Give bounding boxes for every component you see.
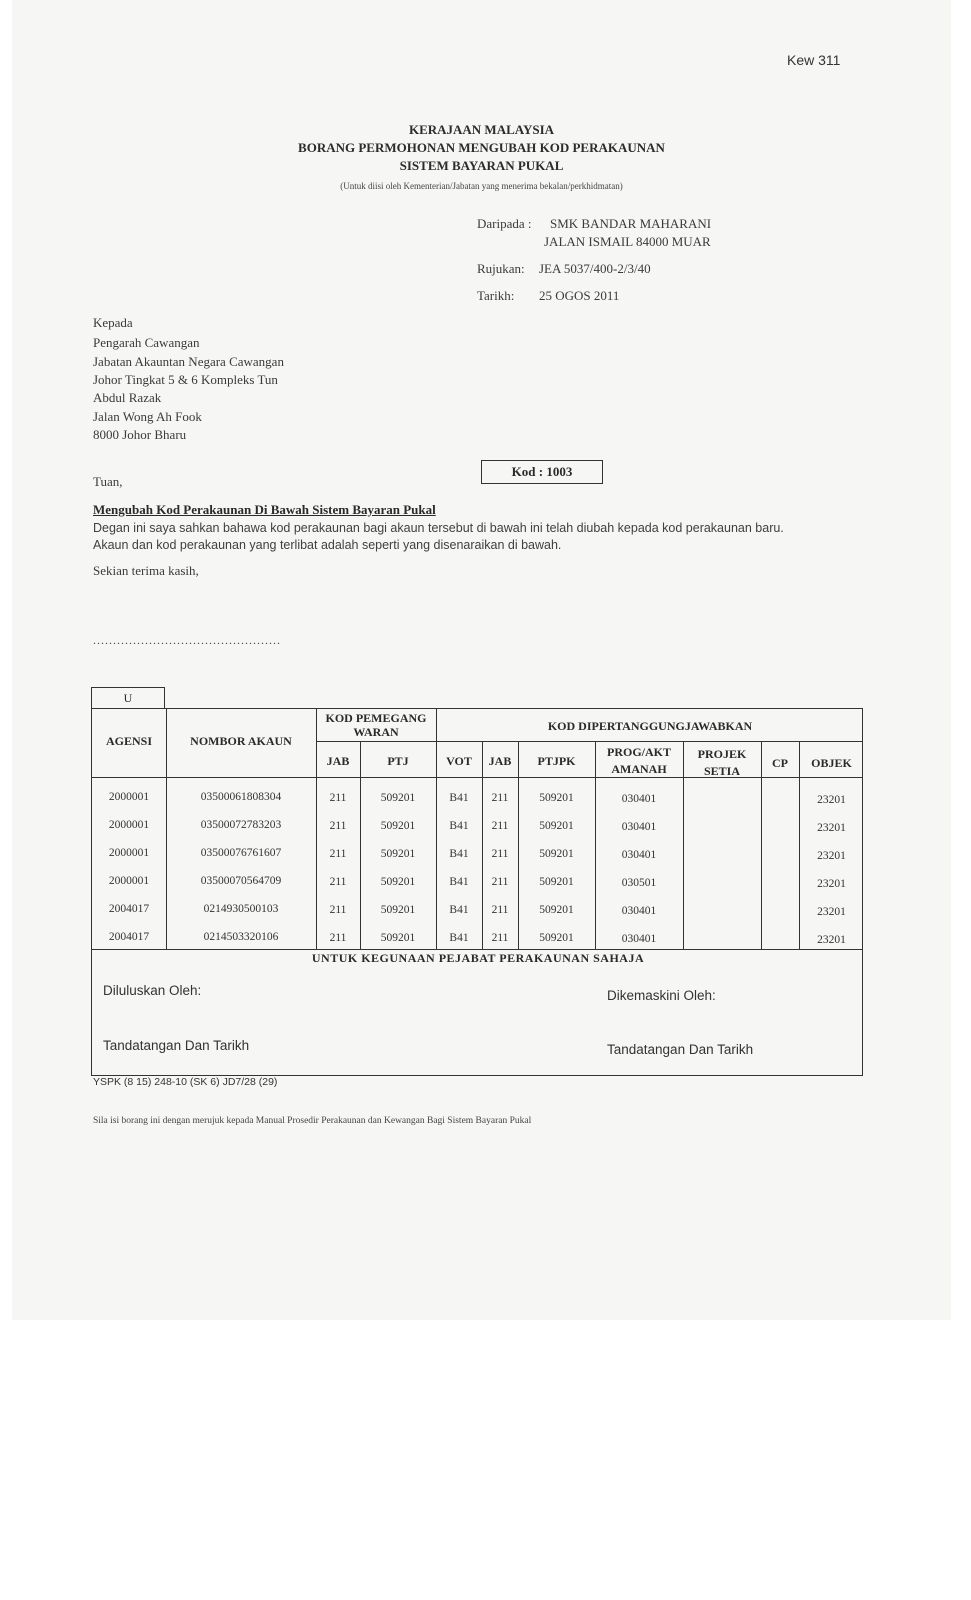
cell-vot: B41 — [449, 820, 469, 832]
from-line-2: JALAN ISMAIL 84000 MUAR — [544, 234, 711, 249]
from-label: Daripada : — [477, 216, 532, 231]
col-divider — [482, 741, 483, 949]
col-header-ptjpk: PTJPK — [537, 754, 576, 768]
col-header-waran: WARAN — [353, 725, 399, 739]
cell-jab: 211 — [329, 792, 347, 804]
footer-note: Sila isi borang ini dengan merujuk kepada Manual Prosedir Perakaunan dan Kewangan Bagi Sistem Bayaran Pukal — [93, 1116, 532, 1126]
cell-jab2: 211 — [491, 904, 509, 916]
cell-ptj: 509201 — [380, 876, 416, 888]
cell-jab: 211 — [329, 904, 347, 916]
date-value: 25 OGOS 2011 — [539, 288, 620, 303]
cell-jab: 211 — [329, 820, 347, 832]
cell-vot: B41 — [449, 848, 469, 860]
col-header-amanah: AMANAH — [611, 762, 667, 776]
corner-box: U — [91, 687, 165, 709]
recipient-line: Jabatan Akauntan Negara Cawangan — [93, 354, 284, 369]
cell-objek: 23201 — [817, 794, 846, 806]
cell-objek: 23201 — [817, 822, 846, 834]
col-header-ptj: PTJ — [387, 754, 409, 768]
col-header-agensi: AGENSI — [105, 734, 152, 748]
print-code: YSPK (8 15) 248-10 (SK 6) JD7/28 (29) — [93, 1076, 278, 1088]
cell-ptjpk: 509201 — [539, 876, 574, 888]
cell-ptj: 509201 — [380, 932, 416, 944]
ref-label: Rujukan: — [477, 261, 525, 276]
header-note: (Untuk diisi oleh Kementerian/Jabatan yang menerima bekalan/perkhidmatan) — [340, 181, 623, 191]
col-divider — [360, 741, 361, 949]
recipient-line: Kepada — [93, 315, 133, 330]
cell-akaun: 0214503320106 — [203, 931, 279, 943]
cell-ptj: 509201 — [380, 820, 416, 832]
cell-prog: 030401 — [621, 905, 657, 917]
col-header-kod-pemegang: KOD PEMEGANG — [325, 711, 427, 725]
signature-date-right: Tandatangan Dan Tarikh — [607, 1042, 754, 1057]
rows-bottom-line — [92, 949, 862, 950]
cell-agensi: 2000001 — [108, 819, 150, 831]
header-line-2: BORANG PERMOHONAN MENGUBAH KOD PERAKAUNAN — [298, 140, 665, 155]
signature-date-left: Tandatangan Dan Tarikh — [103, 1038, 250, 1053]
cell-ptjpk: 509201 — [539, 932, 574, 944]
cell-agensi: 2000001 — [108, 875, 150, 887]
cell-jab2: 211 — [491, 932, 509, 944]
cell-jab2: 211 — [491, 820, 509, 832]
cell-jab2: 211 — [491, 792, 509, 804]
cell-vot: B41 — [449, 876, 469, 888]
col-divider — [518, 741, 519, 949]
cell-vot: B41 — [449, 792, 469, 804]
cell-ptjpk: 509201 — [539, 848, 574, 860]
recipient-line: Abdul Razak — [93, 390, 162, 405]
cell-agensi: 2000001 — [108, 847, 150, 859]
col-header-setia: SETIA — [703, 764, 741, 778]
cell-akaun: 03500076761607 — [200, 847, 282, 859]
body-paragraph-1: Degan ini saya sahkan bahawa kod perakaunan bagi akaun tersebut di bawah ini telah diubah kepada kod perakaunan baru. — [93, 521, 784, 535]
cell-objek: 23201 — [817, 906, 846, 918]
approved-by-label: Diluluskan Oleh: — [103, 983, 202, 998]
cell-ptjpk: 509201 — [539, 820, 574, 832]
cell-jab: 211 — [329, 932, 347, 944]
col-header-projek: PROJEK — [697, 747, 747, 761]
recipient-line: Johor Tingkat 5 & 6 Kompleks Tun — [93, 372, 278, 387]
header-line-1: KERAJAAN MALAYSIA — [408, 122, 555, 137]
office-use-title: UNTUK KEGUNAAN PEJABAT PERAKAUNAN SAHAJA — [311, 951, 645, 965]
updated-by-label: Dikemaskini Oleh: — [607, 988, 716, 1003]
col-header-jab: JAB — [326, 754, 350, 768]
col-header-vot: VOT — [446, 754, 472, 768]
ref-value: JEA 5037/400-2/3/40 — [539, 261, 651, 276]
cell-ptj: 509201 — [380, 792, 416, 804]
closing-line: Sekian terima kasih, — [93, 563, 199, 578]
cell-prog: 030401 — [621, 849, 657, 861]
recipient-line: Pengarah Cawangan — [93, 335, 200, 350]
cell-vot: B41 — [449, 932, 469, 944]
cell-jab2: 211 — [491, 876, 509, 888]
form-code: Kew 311 — [787, 52, 841, 68]
col-divider — [761, 741, 762, 949]
cell-akaun: 03500070564709 — [200, 875, 282, 887]
col-header-nombor-akaun: NOMBOR AKAUN — [190, 734, 292, 748]
recipient-line: Jalan Wong Ah Fook — [93, 409, 202, 424]
cell-akaun: 03500072783203 — [200, 819, 282, 831]
col-header-kod-dipertanggung: KOD DIPERTANGGUNGJAWABKAN — [547, 719, 753, 733]
cell-vot: B41 — [449, 904, 469, 916]
subject-line: Mengubah Kod Perakaunan Di Bawah Sistem Bayaran Pukal — [93, 502, 436, 517]
recipient-line: 8000 Johor Bharu — [93, 427, 187, 442]
cell-agensi: 2000001 — [108, 791, 150, 803]
cell-ptj: 509201 — [380, 904, 416, 916]
header-line-3: SISTEM BAYARAN PUKAL — [399, 158, 564, 173]
cell-objek: 23201 — [817, 934, 846, 946]
cell-jab: 211 — [329, 848, 347, 860]
scanned-form-page — [12, 0, 951, 1320]
salutation: Tuan, — [93, 474, 123, 489]
kod-box: Kod : 1003 — [481, 460, 603, 484]
cell-objek: 23201 — [817, 878, 846, 890]
from-line-1: SMK BANDAR MAHARANI — [550, 216, 712, 231]
signature-line: ............................................... — [93, 633, 281, 647]
cell-akaun: 0214930500103 — [203, 903, 279, 915]
cell-objek: 23201 — [817, 850, 846, 862]
header-divider — [316, 741, 862, 742]
cell-prog: 030401 — [621, 793, 657, 805]
cell-agensi: 2004017 — [108, 903, 150, 915]
cell-akaun: 03500061808304 — [200, 791, 282, 803]
col-header-cp: CP — [772, 756, 788, 770]
cell-agensi: 2004017 — [108, 931, 150, 943]
date-label: Tarikh: — [477, 288, 515, 303]
cell-prog: 030401 — [621, 933, 657, 945]
cell-ptjpk: 509201 — [539, 792, 574, 804]
cell-prog: 030501 — [621, 877, 657, 889]
col-header-objek: OBJEK — [811, 756, 852, 770]
cell-jab2: 211 — [491, 848, 509, 860]
cell-ptjpk: 509201 — [539, 904, 574, 916]
body-paragraph-2: Akaun dan kod perakaunan yang terlibat adalah seperti yang disenaraikan di bawah. — [93, 538, 562, 552]
accounts-table — [91, 708, 863, 1076]
col-header-jab2: JAB — [488, 754, 512, 768]
cell-ptj: 509201 — [380, 848, 416, 860]
cell-jab: 211 — [329, 876, 347, 888]
cell-prog: 030401 — [621, 821, 657, 833]
col-header-prog: PROG/AKT — [606, 745, 671, 759]
